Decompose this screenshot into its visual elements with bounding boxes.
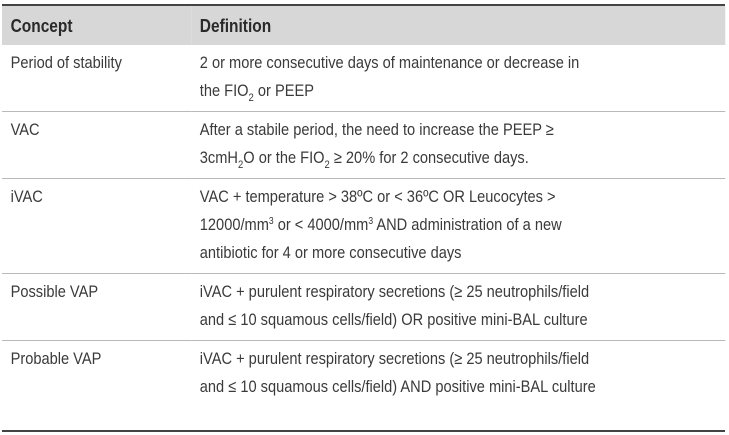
- definition-cell: VAC + temperature > 38ºC or < 36ºC OR Leucocytes > $12000/mm^3$ or < $4000/mm^3$ AND administration of a new antibiotic for 4 or more consecutive days: [191, 179, 725, 274]
- concept-cell: iVAC: [2, 179, 191, 274]
- definition-cell: After a stabile period, the need to increase the PEEP ≥ 3cmH$_2$O or the $FIO_2 \ge 20\%$ for 2 consecutive days.: [191, 112, 725, 179]
- concept-cell: VAC: [2, 112, 191, 179]
- definitions-table: [2, 6, 725, 407]
- definitions-table-frame: [2, 4, 725, 432]
- header-row: [2, 6, 725, 45]
- table-row: [2, 112, 725, 179]
- concept-cell: Probable VAP: [2, 341, 191, 408]
- definition-cell: iVAC + purulent respiratory secretions (≥ 25 neutrophils/field and ≤ 10 squamous cells/field) AND positive mini-BAL culture: [191, 341, 725, 408]
- definition-cell: 2 or more consecutive days of maintenance or decrease in the $FIO_2$ or PEEP: [199, 53, 580, 104]
- table-row: [2, 341, 725, 408]
- table-row: [2, 274, 725, 341]
- concept-cell: Possible VAP: [2, 274, 191, 341]
- definition-cell: iVAC + purulent respiratory secretions (≥ 25 neutrophils/field and ≤ 10 squamous cells/field) OR positive mini-BAL culture: [191, 274, 725, 341]
- table-header: [2, 6, 725, 45]
- header-definition: Definition: [199, 16, 272, 36]
- table-row: [2, 45, 725, 112]
- table-body: [2, 45, 725, 407]
- table-row: [2, 179, 725, 274]
- header-concept: Concept: [10, 16, 73, 36]
- concept-cell: Period of stability: [10, 53, 122, 72]
